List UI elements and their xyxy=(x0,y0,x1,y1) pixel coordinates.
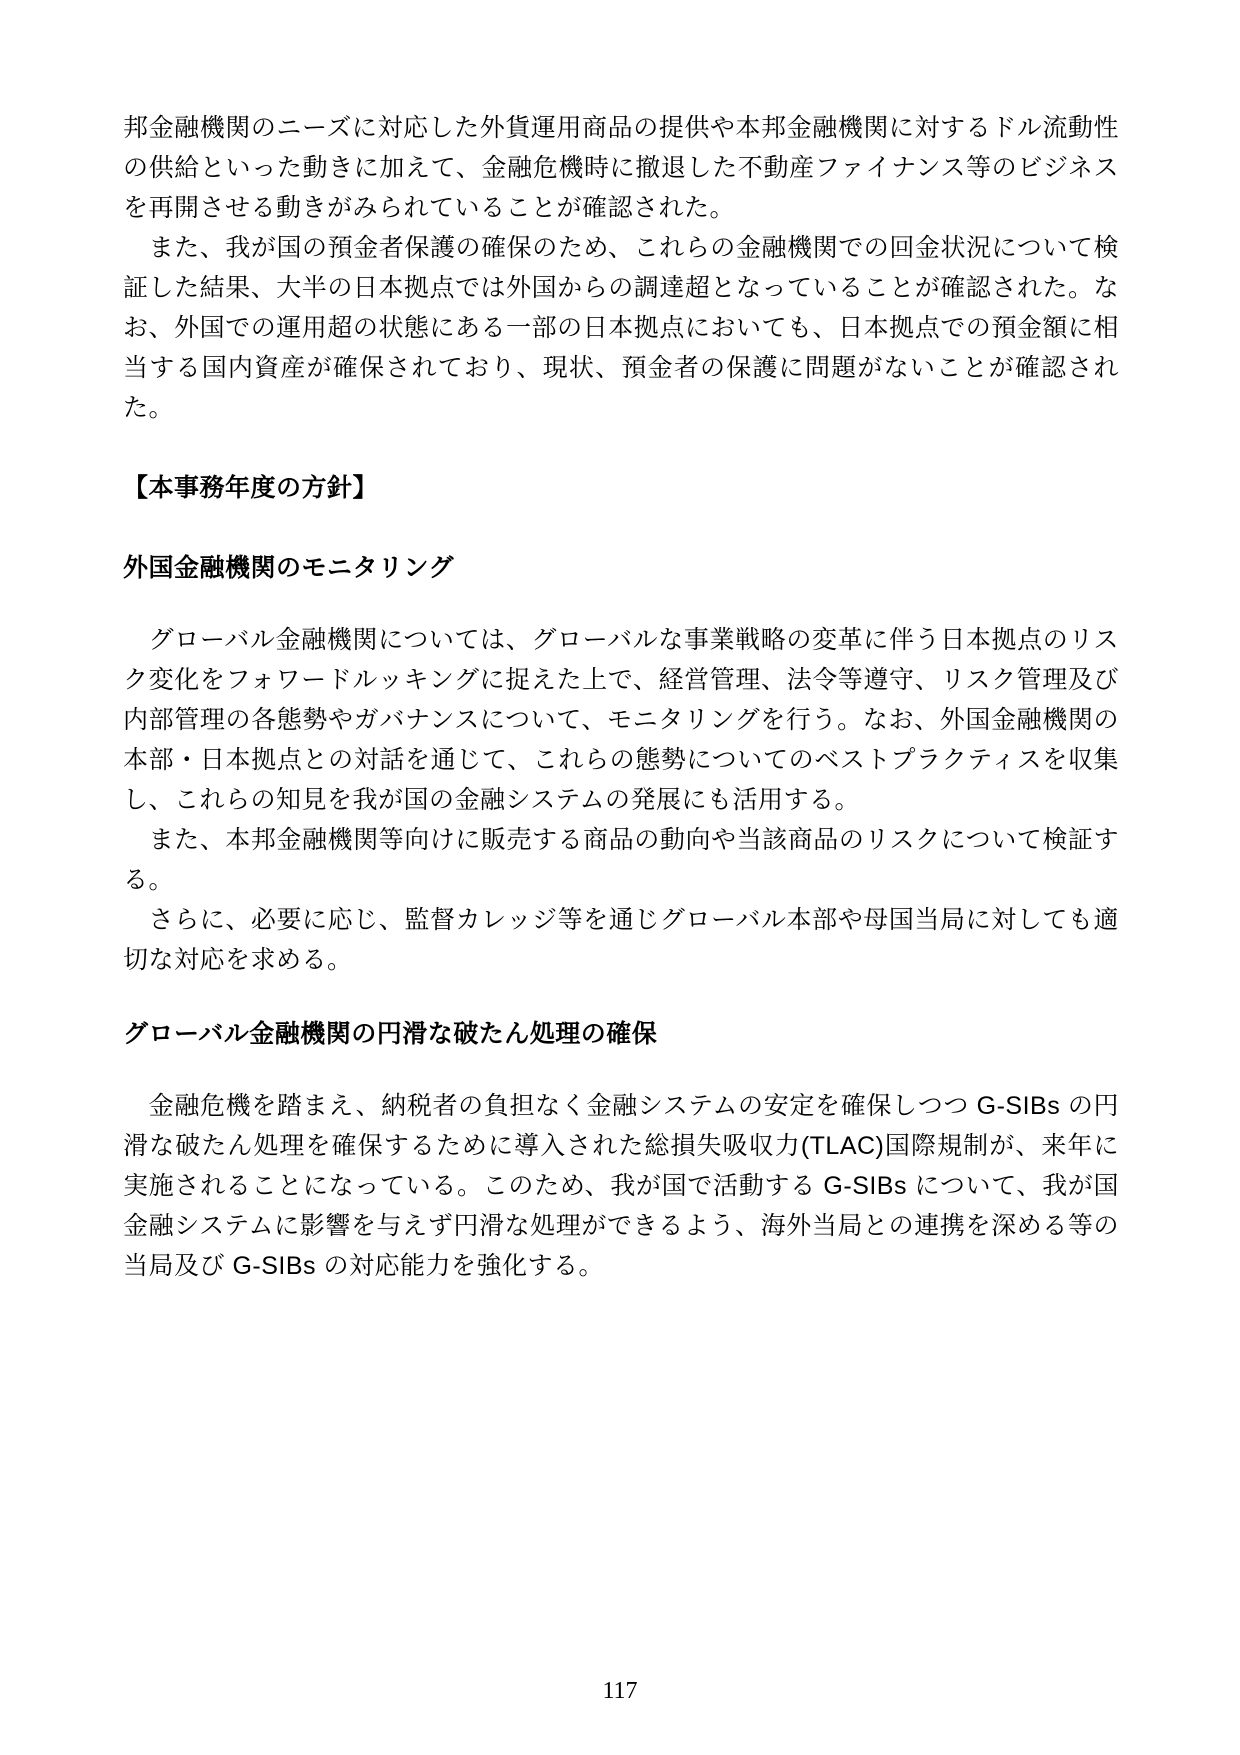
paragraph-global-fi-monitoring: グローバル金融機関については、グローバルな事業戦略の変革に伴う日本拠点のリスク変化をフォワードルッキングに捉えた上で、経営管理、法令等遵守、リスク管理及び内部管理の各態勢やガバナンスについて、モニタリングを行う。なお、外国金融機関の本部・日本拠点との対話を通じて、これらの態勢についてのベストプラクティスを収集し、これらの知見を我が国の金融システムの発展にも活用する。 xyxy=(123,626,1119,814)
section-heading-current-year-policy: 【本事務年度の方針】 xyxy=(123,474,379,502)
paragraph-depositor-protection: また、我が国の預金者保護の確保のため、これらの金融機関での回金状況について検証した結果、大半の日本拠点では外国からの調達超となっていることが確認された。なお、外国での運用超の状態にある一部の日本拠点においても、日本拠点での預金額に相当する国内資産が確保されており、現状、預金者の保護に問題がないことが確認された。 xyxy=(123,234,1119,422)
subsection-heading-foreign-fi-monitoring: 外国金融機関のモニタリング xyxy=(123,554,455,582)
paragraph-gsibs-tlac-resolution: 金融危機を踏まえ、納税者の負担なく金融システムの安定を確保しつつ G-SIBs の円滑な破たん処理を確保するために導入された総損失吸収力(TLAC)国際規制が、来年に実施されることになっている。このため、我が国で活動する G-SIBs について、我が国金融システムに影響を与えず円滑な処理ができるよう、海外当局との連携を深める等の当局及び G-SIBs の対応能力を強化する。 xyxy=(123,1092,1119,1280)
paragraph-product-risk-review: また、本邦金融機関等向けに販売する商品の動向や当該商品のリスクについて検証する。 xyxy=(123,826,1119,894)
paragraph-supervisory-college: さらに、必要に応じ、監督カレッジ等を通じグローバル本部や母国当局に対しても適切な対応を求める。 xyxy=(123,906,1119,974)
page-number: 117 xyxy=(602,1678,638,1704)
paragraph-carryover-dollar-liquidity: 邦金融機関のニーズに対応した外貨運用商品の提供や本邦金融機関に対するドル流動性の供給といった動きに加えて、金融危機時に撤退した不動産ファイナンス等のビジネスを再開させる動きがみられていることが確認された。 xyxy=(123,114,1119,222)
page-content xyxy=(123,108,1119,1286)
subsection-heading-orderly-resolution: グローバル金融機関の円滑な破たん処理の確保 xyxy=(123,1020,658,1048)
